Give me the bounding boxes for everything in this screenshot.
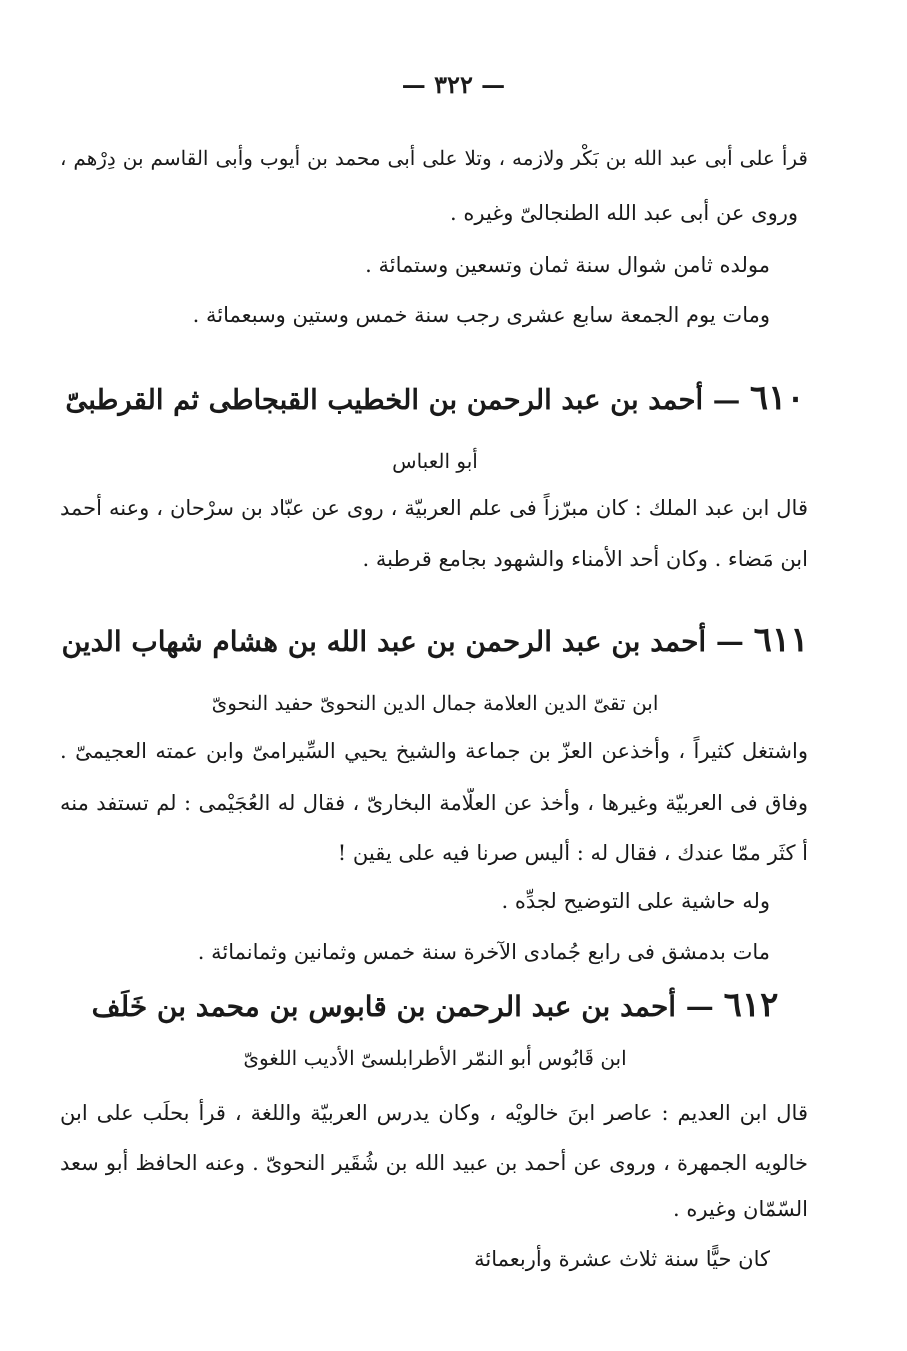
entry-612-subtitle: ابن قَابُوس أبو النمّر الأطرابلسىّ الأديب اللغوىّ: [243, 1046, 627, 1070]
page-number: — ٣٢٢ —: [401, 70, 506, 99]
entry-612-title: — أحمد بن عبد الرحمن بن قابوس بن محمد بن خَلَف: [91, 990, 714, 1023]
entry-611-title: — أحمد بن عبد الرحمن بن عبد الله بن هشام شهاب الدين: [61, 625, 744, 658]
entry-612-line-4: كان حيًّا سنة ثلاث عشرة وأربعمائة: [474, 1247, 770, 1271]
entry-611-line-1: واشتغل كثيراً ، وأخذعن العزّ بن جماعة والشيخ يحيي السِّيرامىّ وابن عمته العجيمىّ .: [60, 739, 808, 763]
entry-610-heading: [60, 378, 810, 420]
entry-610-number: ٦١٠: [749, 378, 805, 418]
entry-611-line-2: وفاق فى العربيّة وغيرها ، وأخذ عن العلّامة البخارىّ ، فقال له العُجَيْمى : لم تستفد منه: [60, 791, 808, 815]
entry-610-subtitle: أبو العباس: [392, 449, 478, 473]
entry-611-line-3: أ كثَر ممّا عندك ، فقال له : أليس صرنا فيه على يقين !: [337, 841, 808, 865]
intro-line-3: مولده ثامن شوال سنة ثمان وتسعين وستمائة .: [365, 253, 770, 277]
entry-610-line-1: قال ابن عبد الملك : كان مبرّزاً فى علم العربيّة ، روى عن عبّاد بن سرْحان ، وعنه أحمد: [60, 496, 808, 520]
entry-611-heading: [60, 620, 810, 662]
entry-612-heading: [60, 985, 810, 1027]
entry-611-line-5: مات بدمشق فى رابع جُمادى الآخرة سنة خمس وثمانين وثمانمائة .: [197, 940, 770, 964]
entry-611-number: ٦١١: [753, 620, 809, 660]
intro-line-2: وروى عن أبى عبد الله الطنجالىّ وغيره .: [450, 201, 798, 225]
entry-610-title: — أحمد بن عبد الرحمن بن الخطيب القبجاطى ثم القرطبىّ: [65, 384, 741, 416]
intro-line-1: قرأ على أبى عبد الله بن بَكْر ولازمه ، وتلا على أبى محمد بن أيوب وأبى القاسم بن دِرْهم ،: [60, 146, 808, 170]
intro-line-4: ومات يوم الجمعة سابع عشرى رجب سنة خمس وستين وسبعمائة .: [192, 303, 770, 327]
entry-611-line-4: وله حاشية على التوضيح لجدِّه .: [501, 889, 770, 913]
entry-612-line-3: السّمّان وغيره .: [672, 1197, 808, 1221]
entry-612-line-2: خالويه الجمهرة ، وروى عن أحمد بن عبيد الله بن شُقَير النحوىّ . وعنه الحافظ أبو سعد: [60, 1151, 808, 1175]
entry-612-number: ٦١٢: [723, 985, 779, 1025]
entry-611-subtitle: ابن تقىّ الدين العلامة جمال الدين النحوىّ حفيد النحوىّ: [211, 691, 659, 715]
entry-612-line-1: قال ابن العديم : عاصر ابنَ خالويْه ، وكان يدرس العربيّة واللغة ، قرأ بحلَب على ابن: [60, 1101, 808, 1125]
entry-610-line-2: ابن مَضاء . وكان أحد الأمناء والشهود بجامع قرطبة .: [362, 547, 808, 571]
